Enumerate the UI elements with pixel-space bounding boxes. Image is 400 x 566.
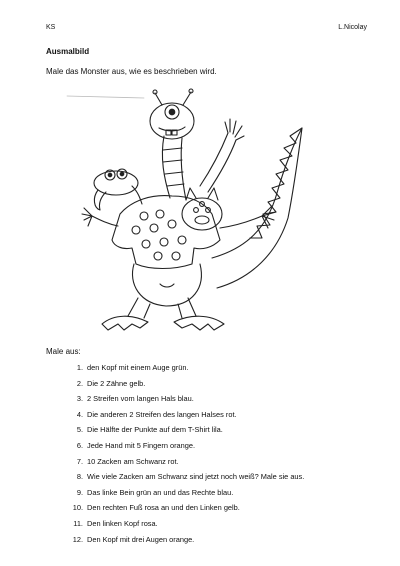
list-item: 8. Wie viele Zacken am Schwanz sind jetzt noch weiß? Male sie aus. — [76, 472, 305, 482]
list-item: 7. 10 Zacken am Schwanz rot. — [76, 456, 179, 466]
list-item: 4. Die anderen 2 Streifen des langen Halses rot. — [76, 409, 237, 419]
right-foot — [174, 316, 224, 330]
third-head — [182, 198, 222, 230]
left-arm — [92, 216, 118, 226]
header-left: KS — [46, 24, 56, 31]
list-item: 5. Die Hälfte der Punkte auf dem T-Shirt lila. — [76, 425, 223, 435]
task-lead: Male aus: — [46, 347, 81, 356]
list-item: 3. 2 Streifen vom langen Hals blau. — [76, 394, 194, 404]
lizard-head — [94, 171, 138, 195]
instruction-text: Male das Monster aus, wie es beschrieben wird. — [46, 67, 217, 76]
t-shirt — [112, 196, 220, 269]
right-arm — [220, 216, 262, 228]
list-item: 6. Jede Hand mit 5 Fingern orange. — [76, 440, 196, 450]
task-list — [70, 363, 304, 550]
left-hand — [82, 208, 92, 226]
list-item: 9. Das linke Bein grün an und das Rechte blau. — [76, 487, 234, 497]
list-item: 1. den Kopf mit einem Auge grün. — [76, 363, 189, 372]
list-item: 2. Die 2 Zähne gelb. — [76, 378, 146, 388]
left-leg — [128, 298, 150, 318]
list-item: 11. Den linken Kopf rosa. — [73, 518, 158, 528]
monster-coloring-illustration — [62, 88, 308, 334]
shirt-dots — [132, 210, 186, 260]
header-author: L.Nicolay — [338, 24, 367, 31]
raised-arm — [200, 133, 236, 192]
raised-hand — [225, 119, 244, 140]
belly — [132, 264, 201, 306]
page-title: Ausmalbild — [46, 47, 90, 56]
left-foot — [102, 316, 148, 330]
list-item: 12. Den Kopf mit drei Augen orange. — [72, 534, 195, 544]
list-item: 10. Den rechten Fuß rosa an und den Linken gelb. — [72, 503, 240, 513]
long-neck — [162, 136, 186, 200]
